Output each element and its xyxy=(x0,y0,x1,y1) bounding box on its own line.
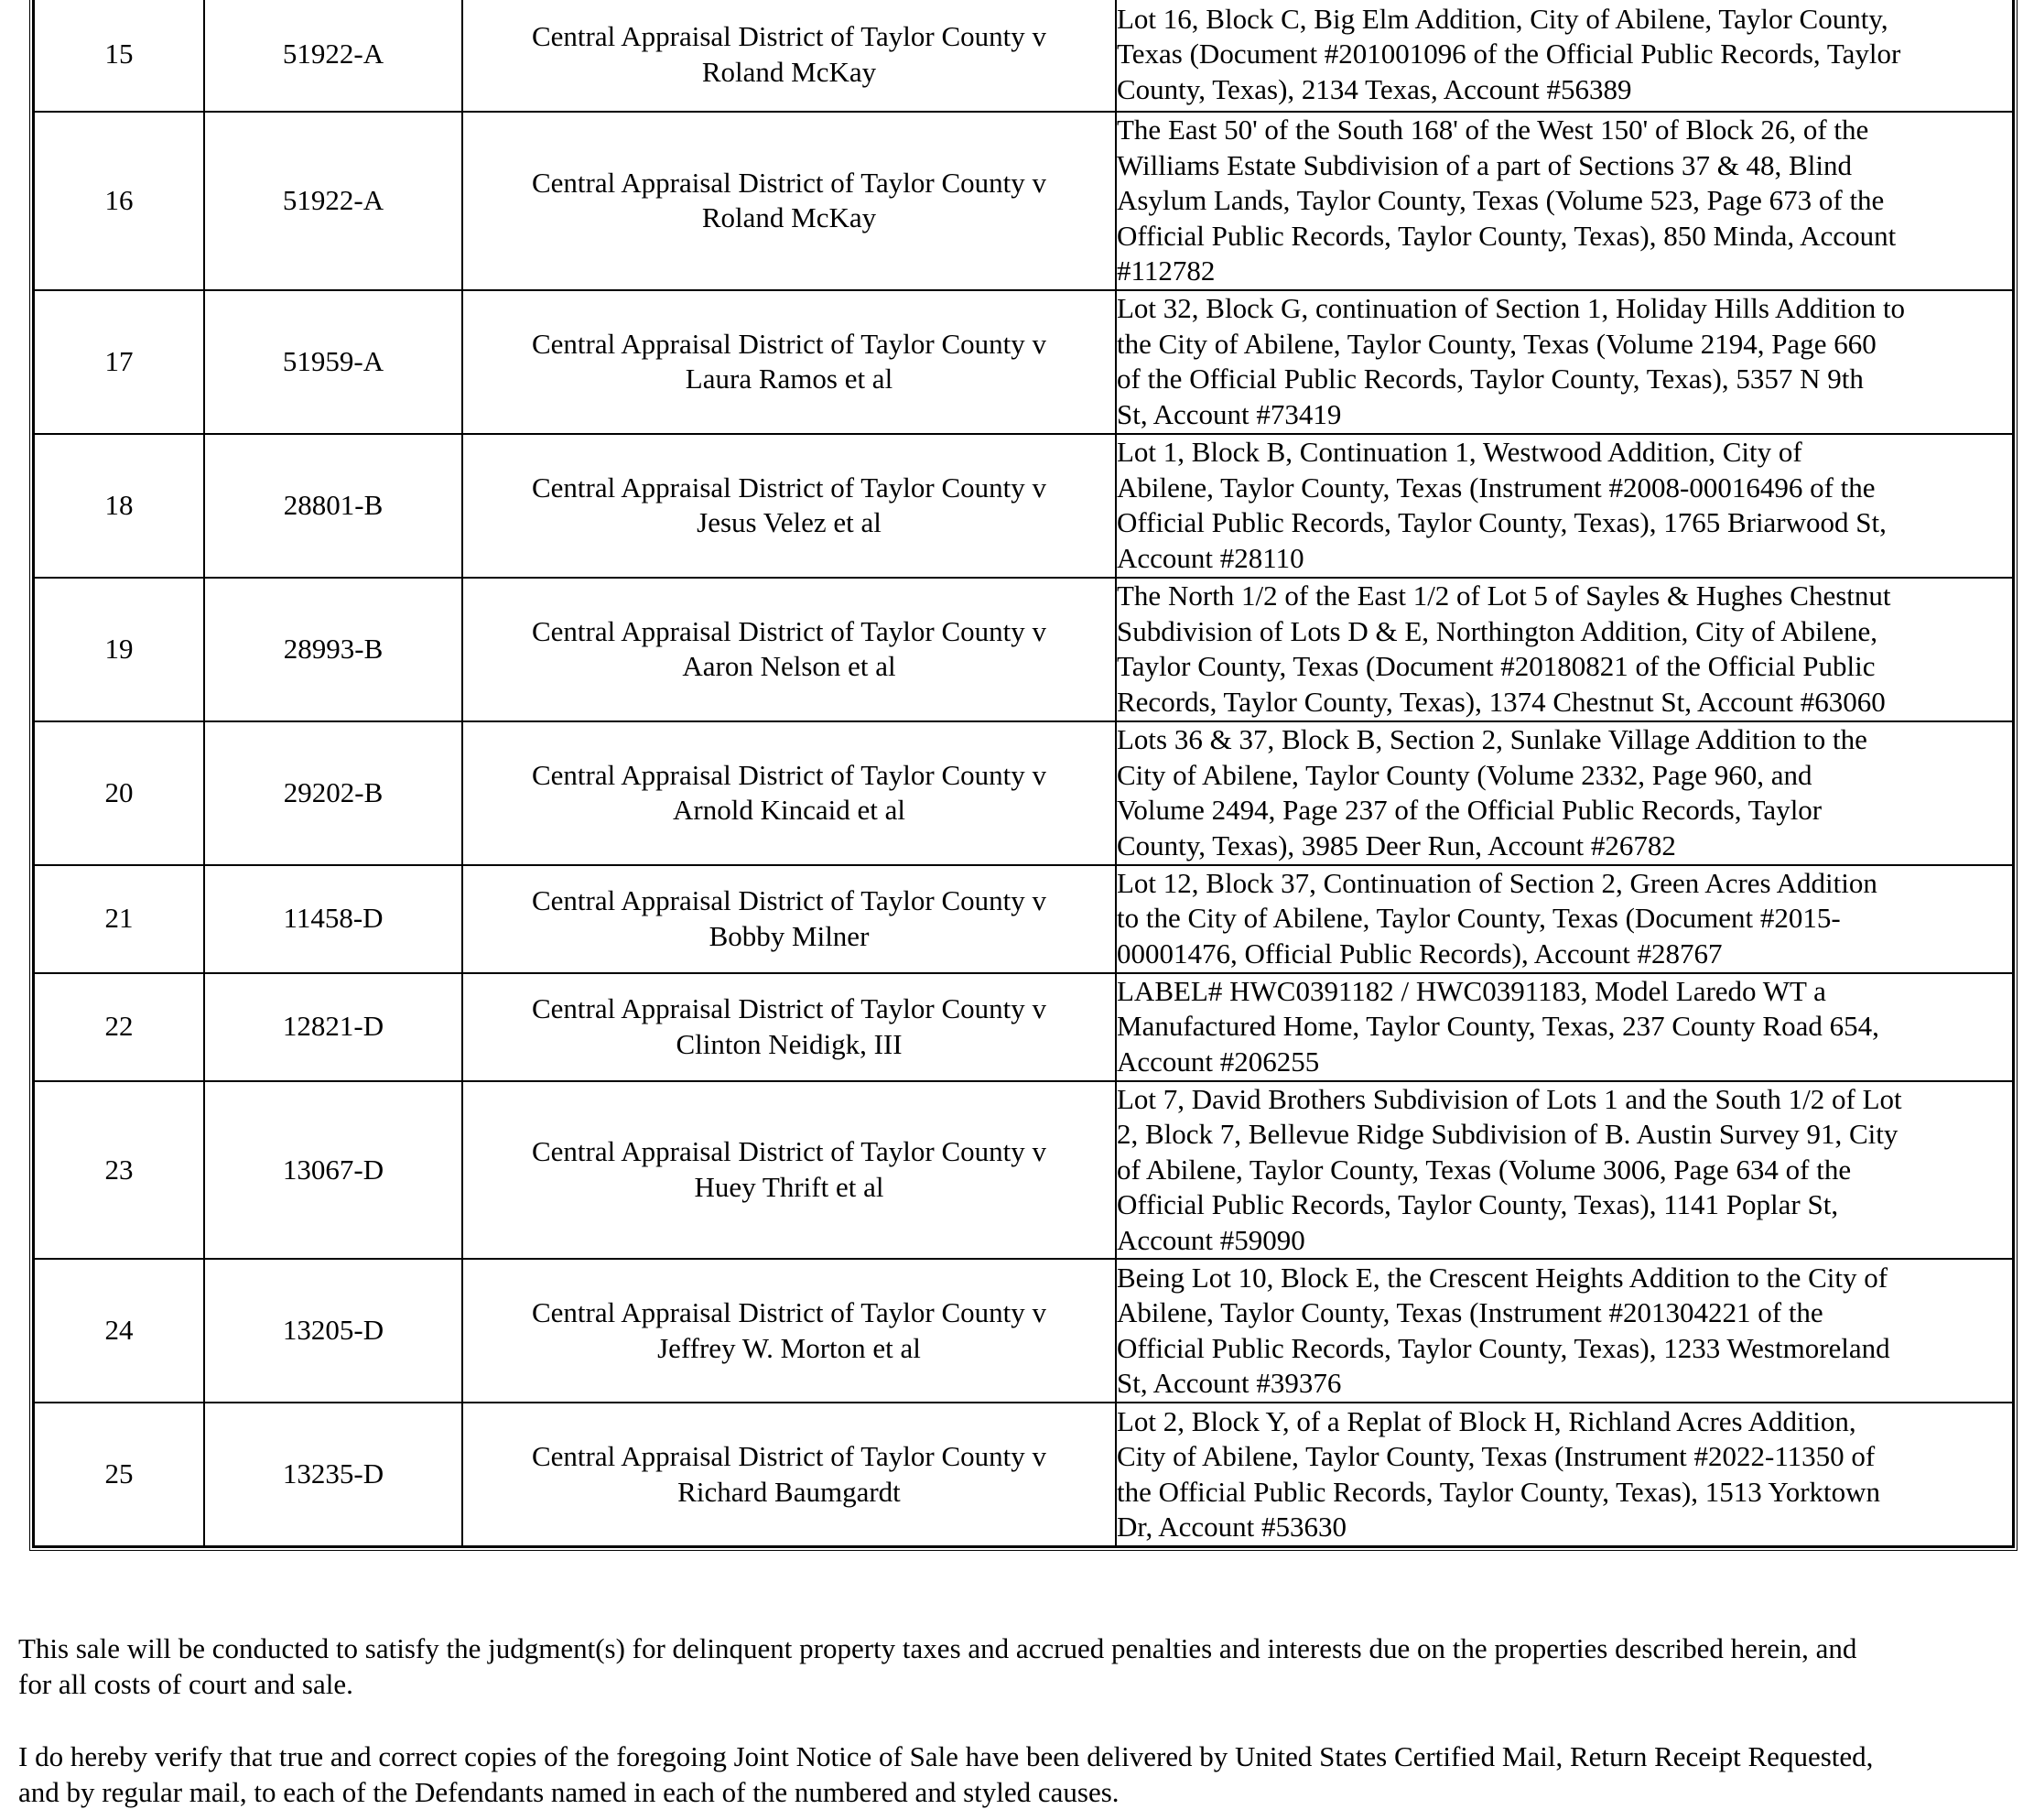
table-row xyxy=(34,1259,2013,1403)
sale-number-cell: 21 xyxy=(34,865,204,973)
property-description-cell: LABEL# HWC0391182 / HWC0391183, Model Laredo WT a Manufactured Home, Taylor County, Texas, 237 County Road 654, Account #206255 xyxy=(1116,973,2013,1081)
property-description-cell: Lot 2, Block Y, of a Replat of Block H, Richland Acres Addition, City of Abilene, Taylor County, Texas (Instrument #2022-11350 of the Official Public Records, Taylor County, Texas), 1513 Yorktown Dr, Account #53630 xyxy=(1116,1403,2013,1546)
property-description-cell: The East 50' of the South 168' of the West 150' of Block 26, of the Williams Estate Subdivision of a part of Sections 37 & 48, Blind Asylum Lands, Taylor County, Texas (Volume 523, Page 673 of the Official Public Records, Taylor County, Texas), 850 Minda, Account #112782 xyxy=(1116,112,2013,290)
property-description-cell: Lot 16, Block C, Big Elm Addition, City of Abilene, Taylor County, Texas (Document #201001096 of the Official Public Records, Taylor County, Texas), 2134 Texas, Account #56389 xyxy=(1116,0,2013,112)
table-row xyxy=(34,112,2013,290)
cause-number-cell: 51959-A xyxy=(204,290,462,434)
verification-paragraph: I do hereby verify that true and correct copies of the foregoing Joint Notice of Sale have been delivered by United States Certified Mail, Return Receipt Requested, and by regular mail, to each of the Defendants named in each of the numbered and styled causes. xyxy=(18,1740,1874,1808)
case-style-cell: Central Appraisal District of Taylor County v Clinton Neidigk, III xyxy=(462,973,1116,1081)
table-row xyxy=(34,578,2013,721)
case-style-cell: Central Appraisal District of Taylor County v Aaron Nelson et al xyxy=(462,578,1116,721)
cause-number-cell: 12821-D xyxy=(204,973,462,1081)
case-style-cell: Central Appraisal District of Taylor County v Jeffrey W. Morton et al xyxy=(462,1259,1116,1403)
cause-number-cell: 51922-A xyxy=(204,0,462,112)
table-row xyxy=(34,434,2013,578)
cause-number-cell: 13067-D xyxy=(204,1081,462,1260)
sale-number-cell: 15 xyxy=(34,0,204,112)
case-style-cell: Central Appraisal District of Taylor County v Roland McKay xyxy=(462,112,1116,290)
property-description-cell: Lot 32, Block G, continuation of Section 1, Holiday Hills Addition to the City of Abilene, Taylor County, Texas (Volume 2194, Page 660 of the Official Public Records, Taylor County, Texas), 5357 N 9th St, Account #73419 xyxy=(1116,290,2013,434)
cause-number-cell: 11458-D xyxy=(204,865,462,973)
cause-number-cell: 13205-D xyxy=(204,1259,462,1403)
sale-number-cell: 19 xyxy=(34,578,204,721)
case-style-cell: Central Appraisal District of Taylor County v Jesus Velez et al xyxy=(462,434,1116,578)
table-row xyxy=(34,1081,2013,1260)
sale-number-cell: 17 xyxy=(34,290,204,434)
property-description-cell: Lot 1, Block B, Continuation 1, Westwood Addition, City of Abilene, Taylor County, Texas (Instrument #2008-00016496 of the Official Public Records, Taylor County, Texas), 1765 Briarwood St, Account #28110 xyxy=(1116,434,2013,578)
property-description-cell: Lot 7, David Brothers Subdivision of Lots 1 and the South 1/2 of Lot 2, Block 7, Bellevue Ridge Subdivision of B. Austin Survey 91, City of Abilene, Taylor County, Texas (Volume 3006, Page 634 of the Official Public Records, Taylor County, Texas), 1141 Poplar St, Account #59090 xyxy=(1116,1081,2013,1260)
sale-properties-table xyxy=(33,0,2014,1547)
table-row xyxy=(34,1403,2013,1546)
table-row xyxy=(34,721,2013,865)
sale-number-cell: 23 xyxy=(34,1081,204,1260)
sale-purpose-paragraph: This sale will be conducted to satisfy the judgment(s) for delinquent property taxes and accrued penalties and interests due on the properties described herein, and for all costs of court and sale. xyxy=(18,1632,1857,1700)
sale-number-cell: 25 xyxy=(34,1403,204,1546)
sale-table-body xyxy=(34,0,2013,1546)
table-row xyxy=(34,0,2013,112)
sale-number-cell: 16 xyxy=(34,112,204,290)
property-description-cell: Being Lot 10, Block E, the Crescent Heights Addition to the City of Abilene, Taylor County, Texas (Instrument #201304221 of the Official Public Records, Taylor County, Texas), 1233 Westmoreland St, Account #39376 xyxy=(1116,1259,2013,1403)
cause-number-cell: 28993-B xyxy=(204,578,462,721)
case-style-cell: Central Appraisal District of Taylor County v Laura Ramos et al xyxy=(462,290,1116,434)
sale-number-cell: 24 xyxy=(34,1259,204,1403)
table-row xyxy=(34,865,2013,973)
table-row xyxy=(34,973,2013,1081)
cause-number-cell: 51922-A xyxy=(204,112,462,290)
case-style-cell: Central Appraisal District of Taylor County v Bobby Milner xyxy=(462,865,1116,973)
property-description-cell: Lot 12, Block 37, Continuation of Section 2, Green Acres Addition to the City of Abilene, Taylor County, Texas (Document #2015- 00001476, Official Public Records), Account #28767 xyxy=(1116,865,2013,973)
sale-number-cell: 18 xyxy=(34,434,204,578)
property-description-cell: Lots 36 & 37, Block B, Section 2, Sunlake Village Addition to the City of Abilene, Taylor County (Volume 2332, Page 960, and Volume 2494, Page 237 of the Official Public Records, Taylor County, Texas), 3985 Deer Run, Account #26782 xyxy=(1116,721,2013,865)
case-style-cell: Central Appraisal District of Taylor County v Richard Baumgardt xyxy=(462,1403,1116,1546)
cause-number-cell: 29202-B xyxy=(204,721,462,865)
property-description-cell: The North 1/2 of the East 1/2 of Lot 5 of Sayles & Hughes Chestnut Subdivision of Lots D & E, Northington Addition, City of Abilene, Taylor County, Texas (Document #20180821 of the Official Public Records, Taylor County, Texas), 1374 Chestnut St, Account #63060 xyxy=(1116,578,2013,721)
table-row xyxy=(34,290,2013,434)
sale-number-cell: 20 xyxy=(34,721,204,865)
case-style-cell: Central Appraisal District of Taylor County v Arnold Kincaid et al xyxy=(462,721,1116,865)
sale-table-frame xyxy=(29,0,2018,1551)
cause-number-cell: 13235-D xyxy=(204,1403,462,1546)
cause-number-cell: 28801-B xyxy=(204,434,462,578)
case-style-cell: Central Appraisal District of Taylor County v Roland McKay xyxy=(462,0,1116,112)
sale-number-cell: 22 xyxy=(34,973,204,1081)
case-style-cell: Central Appraisal District of Taylor County v Huey Thrift et al xyxy=(462,1081,1116,1260)
